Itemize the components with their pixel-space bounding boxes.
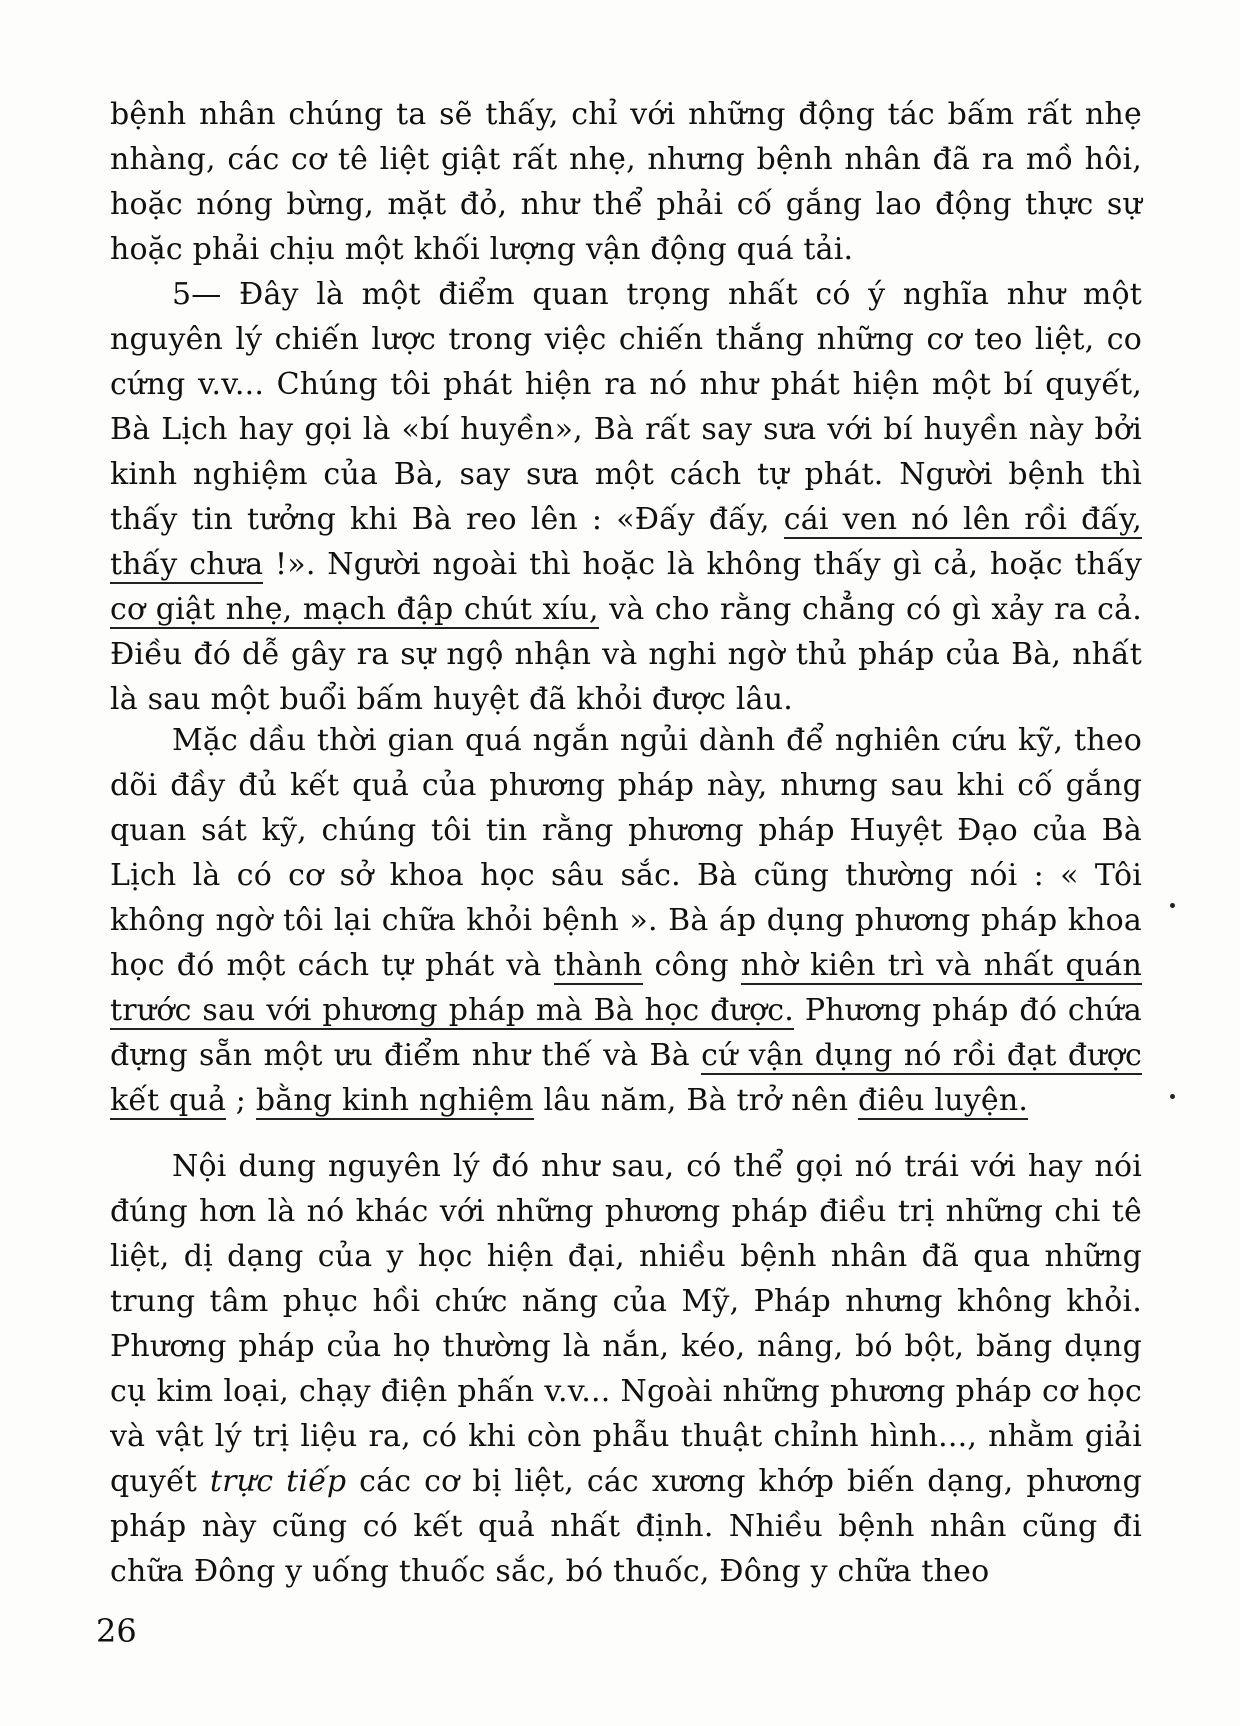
paragraph-text [110,92,1142,272]
underlined-segment: bằng kinh nghiệm [255,1083,534,1118]
text-segment: công [642,948,741,983]
paragraph-4 [110,1144,1142,1594]
text-segment: ; [226,1083,256,1118]
text-segment: !». Người ngoài thì hoặc là không thấy gì cả, hoặc thấy [263,547,1142,582]
underlined-segment: cái ven nó lên rồi đấy, thấy chưa [110,502,1142,582]
text-segment: 5— Đây là một điểm quan trọng nhất có ý nghĩa như một nguyên lý chiến lược trong việc chiến thắng những cơ teo liệt, co cứng v.v... Chúng tôi phát hiện ra nó như phát hiện một bí quyết, Bà Lịch hay gọi là «bí huyền», Bà rất say sưa với bí huyền này bởi kinh nghiệm của Bà, say sưa một cách tự phát. Người bệnh thì thấy tin tưởng khi Bà reo lên : «Đấy đấy, [110,277,1142,537]
paragraph-2 [110,272,1142,722]
paragraph-text [110,272,1142,722]
text-segment: Phương pháp đó chứa đựng sẵn một ưu điểm như thế và Bà [110,993,1142,1073]
text-segment: Nội dung nguyên lý đó như sau, có thể gọi nó trái với hay nói đúng hơn là nó khác với những phương pháp điều trị những chi tê liệt, dị dạng của y học hiện đại, nhiều bệnh nhân đã qua những trung tâm phục hồi chức năng của Mỹ, Pháp nhưng không khỏi. Phương pháp của họ thường là nắn, kéo, nâng, bó bột, băng dụng cụ kim loại, chạy điện phấn v.v... Ngoài những phương pháp cơ học và vật lý trị liệu ra, có khi còn phẫu thuật chỉnh hình..., nhằm giải quyết [110,1149,1142,1499]
underlined-segment: thành [553,948,643,983]
text-segment: lâu năm, Bà trở nên [533,1083,858,1118]
underlined-segment: cứ vận dụng nó rồi đạt được kết quả [110,1038,1143,1118]
paragraph-1 [110,92,1142,272]
margin-mark [1170,903,1175,908]
page-number: 26 [96,1612,137,1650]
italic-segment: trực tiếp [209,1464,347,1499]
paragraph-3 [110,718,1142,1123]
underlined-segment: cơ giật nhẹ, mạch đập chút xíu, [110,592,599,627]
text-segment: bệnh nhân chúng ta sẽ thấy, chỉ với những động tác bấm rất nhẹ nhàng, các cơ tê liệt giật rất nhẹ, nhưng bệnh nhân đã ra mồ hôi, hoặc nóng bừng, mặt đỏ, như thể phải cố gắng lao động thực sự hoặc phải chịu một khối lượng vận động quá tải. [110,97,1142,267]
paragraph-text [110,718,1142,1123]
underlined-segment: nhờ kiên trì và nhất quán trước sau với phương pháp mà Bà học được. [110,948,1142,1028]
text-segment: Mặc dầu thời gian quá ngắn ngủi dành để nghiên cứu kỹ, theo dõi đầy đủ kết quả của phương pháp này, nhưng sau khi cố gắng quan sát kỹ, chúng tôi tin rằng phương pháp Huyệt Đạo của Bà Lịch là có cơ sở khoa học sâu sắc. Bà cũng thường nói : « Tôi không ngờ tôi lại chữa khỏi bệnh ». Bà áp dụng phương pháp khoa học đó một cách tự phát và [110,723,1142,983]
margin-mark [1170,1094,1175,1099]
paragraph-text [110,1144,1142,1594]
text-segment: và cho rằng chẳng có gì xảy ra cả. Điều đó dễ gây ra sự ngộ nhận và nghi ngờ thủ pháp của Bà, nhất là sau một buổi bấm huyệt đã khỏi được lâu. [110,592,1142,717]
underlined-segment: điêu luyện. [857,1083,1029,1118]
text-segment: các cơ bị liệt, các xương khớp biến dạng, phương pháp này cũng có kết quả nhất định. Nhiều bệnh nhân cũng đi chữa Đông y uống thuốc sắc, bó thuốc, Đông y chữa theo [110,1464,1142,1589]
